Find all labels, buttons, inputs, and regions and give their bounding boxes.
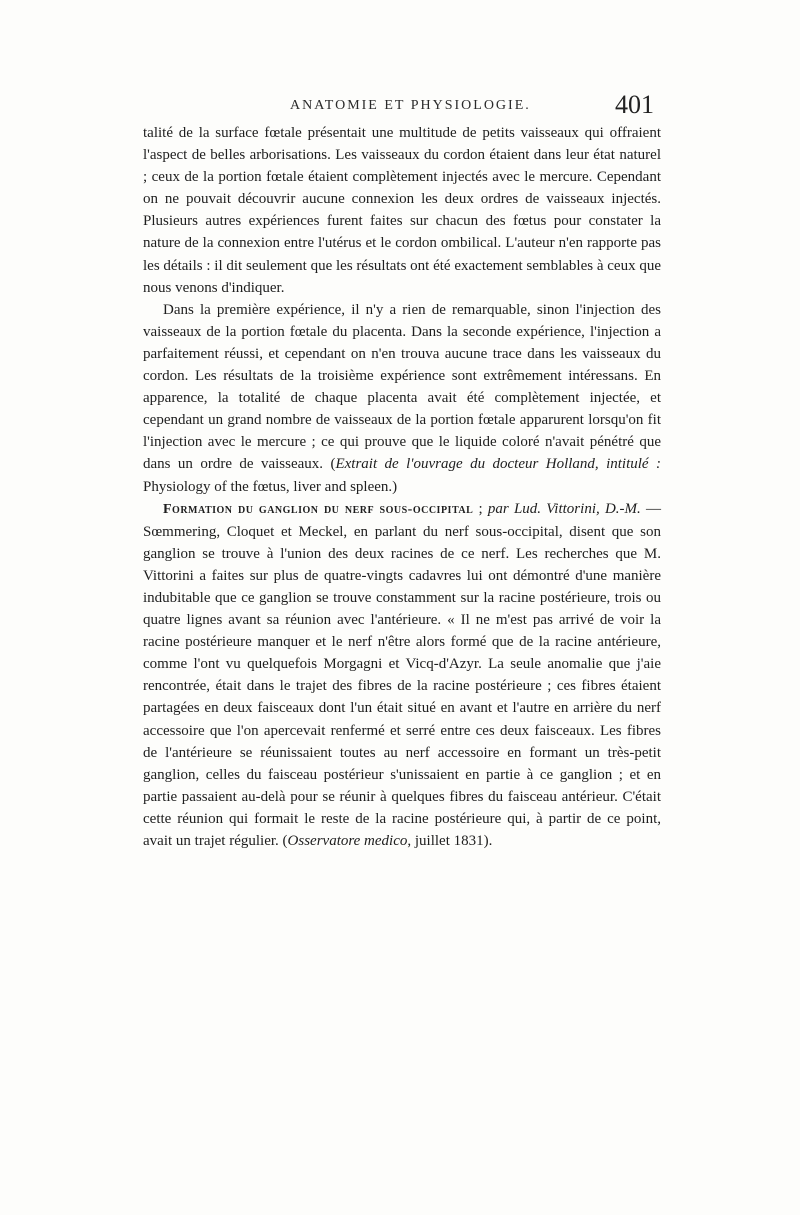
paragraph-2-text: Dans la première expérience, il n'y a rien de remarquable, sinon l'injection des vaisseaux de la portion fœtale du placenta. Dans la seconde expérience, l'injection a parfaitement réussi, et cependant on n'en trouva aucune trace dans les vaisseaux du cordon. Les résultats de la troisième expérience sont extrêmement intéressans. En apparence, la totalité de chaque placenta avait été complètement injectée, et cependant un grand nombre de vaisseaux de la portion fœtale apparurent lorsqu'on fit l'injection avec le mercure ; ce qui prouve que le liquide coloré n'avait pénétré que dans un ordre de vaisseaux. ( — [143, 301, 661, 473]
source-title: Osservatore medico — [287, 833, 408, 849]
paragraph-3-end: , juillet 1831). — [407, 833, 493, 849]
running-head — [140, 92, 660, 122]
paragraph-3 — [143, 498, 661, 853]
paragraph-1: talité de la surface fœtale présentait une multitude de petits vaisseaux qui offraient l'aspect de belles arborisations. Les vaisseaux du cordon étaient dans leur état naturel ; ceux de la portion fœtale étaient complètement injectés avec le mercure. Cependant on ne pouvait découvrir aucune connexion les deux ordres de vaisseaux injectés. Plusieurs autres expériences furent faites sur chacun des fœtus pour constater la nature de la connexion entre l'utérus et le cordon ombilical. L'auteur n'en rapporte pas les détails : il dit seulement que les résultats ont été exactement semblables à ceux que nous venons d'indiquer. — [143, 125, 661, 296]
paragraph-2-citation: Extrait de l'ouvrage du docteur Holland, intitulé : — [335, 456, 661, 473]
page-number: 401 — [615, 90, 654, 119]
paragraph-3-text: — Sœmmering, Cloquet et Meckel, en parlant du nerf sous-occipital, disent que son ganglion se trouve à l'union des deux racines de ce nerf. Les recherches que M. Vittorini a faites sur plus de quatre-vingts cadavres lui ont démontré d'une manière indubitable que ce ganglion se trouve constamment sur la racine postérieure, trois ou quatre lignes avant sa réunion avec l'antérieure. « Il ne m'est pas arrivé de voir la racine postérieure manquer et le nerf n'être alors formé que de la racine antérieure, comme l'ont vu quelquefois Morgagni et Vicq-d'Azyr. La seule anomalie que j'aie rencontrée, était dans le trajet des fibres de la racine postérieure ; ces fibres étaient partagées en deux faisceaux dont l'un était situé en avant et l'autre en arrière du nerf accessoire que l'on apercevait renfermé et serré entre ces deux faisceaux. Les fibres de l'antérieure se réunissaient toutes au nerf accessoire en formant un très-petit ganglion, celles du faisceau postérieur s'unissaient en partie à ce ganglion ; et en partie passaient au-delà pour se réunir à quelques fibres du faisceau antérieur. C'était cette réunion qui formait le reste de la racine postérieure qui, à partir de ce point, avait un trajet régulier. ( — [143, 500, 662, 849]
running-title: ANATOMIE ET PHYSIOLOGIE. — [290, 98, 531, 113]
paragraph-2 — [143, 299, 661, 498]
body-text — [143, 122, 661, 852]
heading-separator: ; — [473, 500, 488, 517]
section-author: par Lud. Vittorini, D.-M. — [487, 500, 641, 517]
paragraph-2-end: Physiology of the fœtus, liver and spleen.) — [143, 478, 398, 495]
section-heading: Formation du ganglion du nerf sous-occipital — [163, 501, 474, 517]
